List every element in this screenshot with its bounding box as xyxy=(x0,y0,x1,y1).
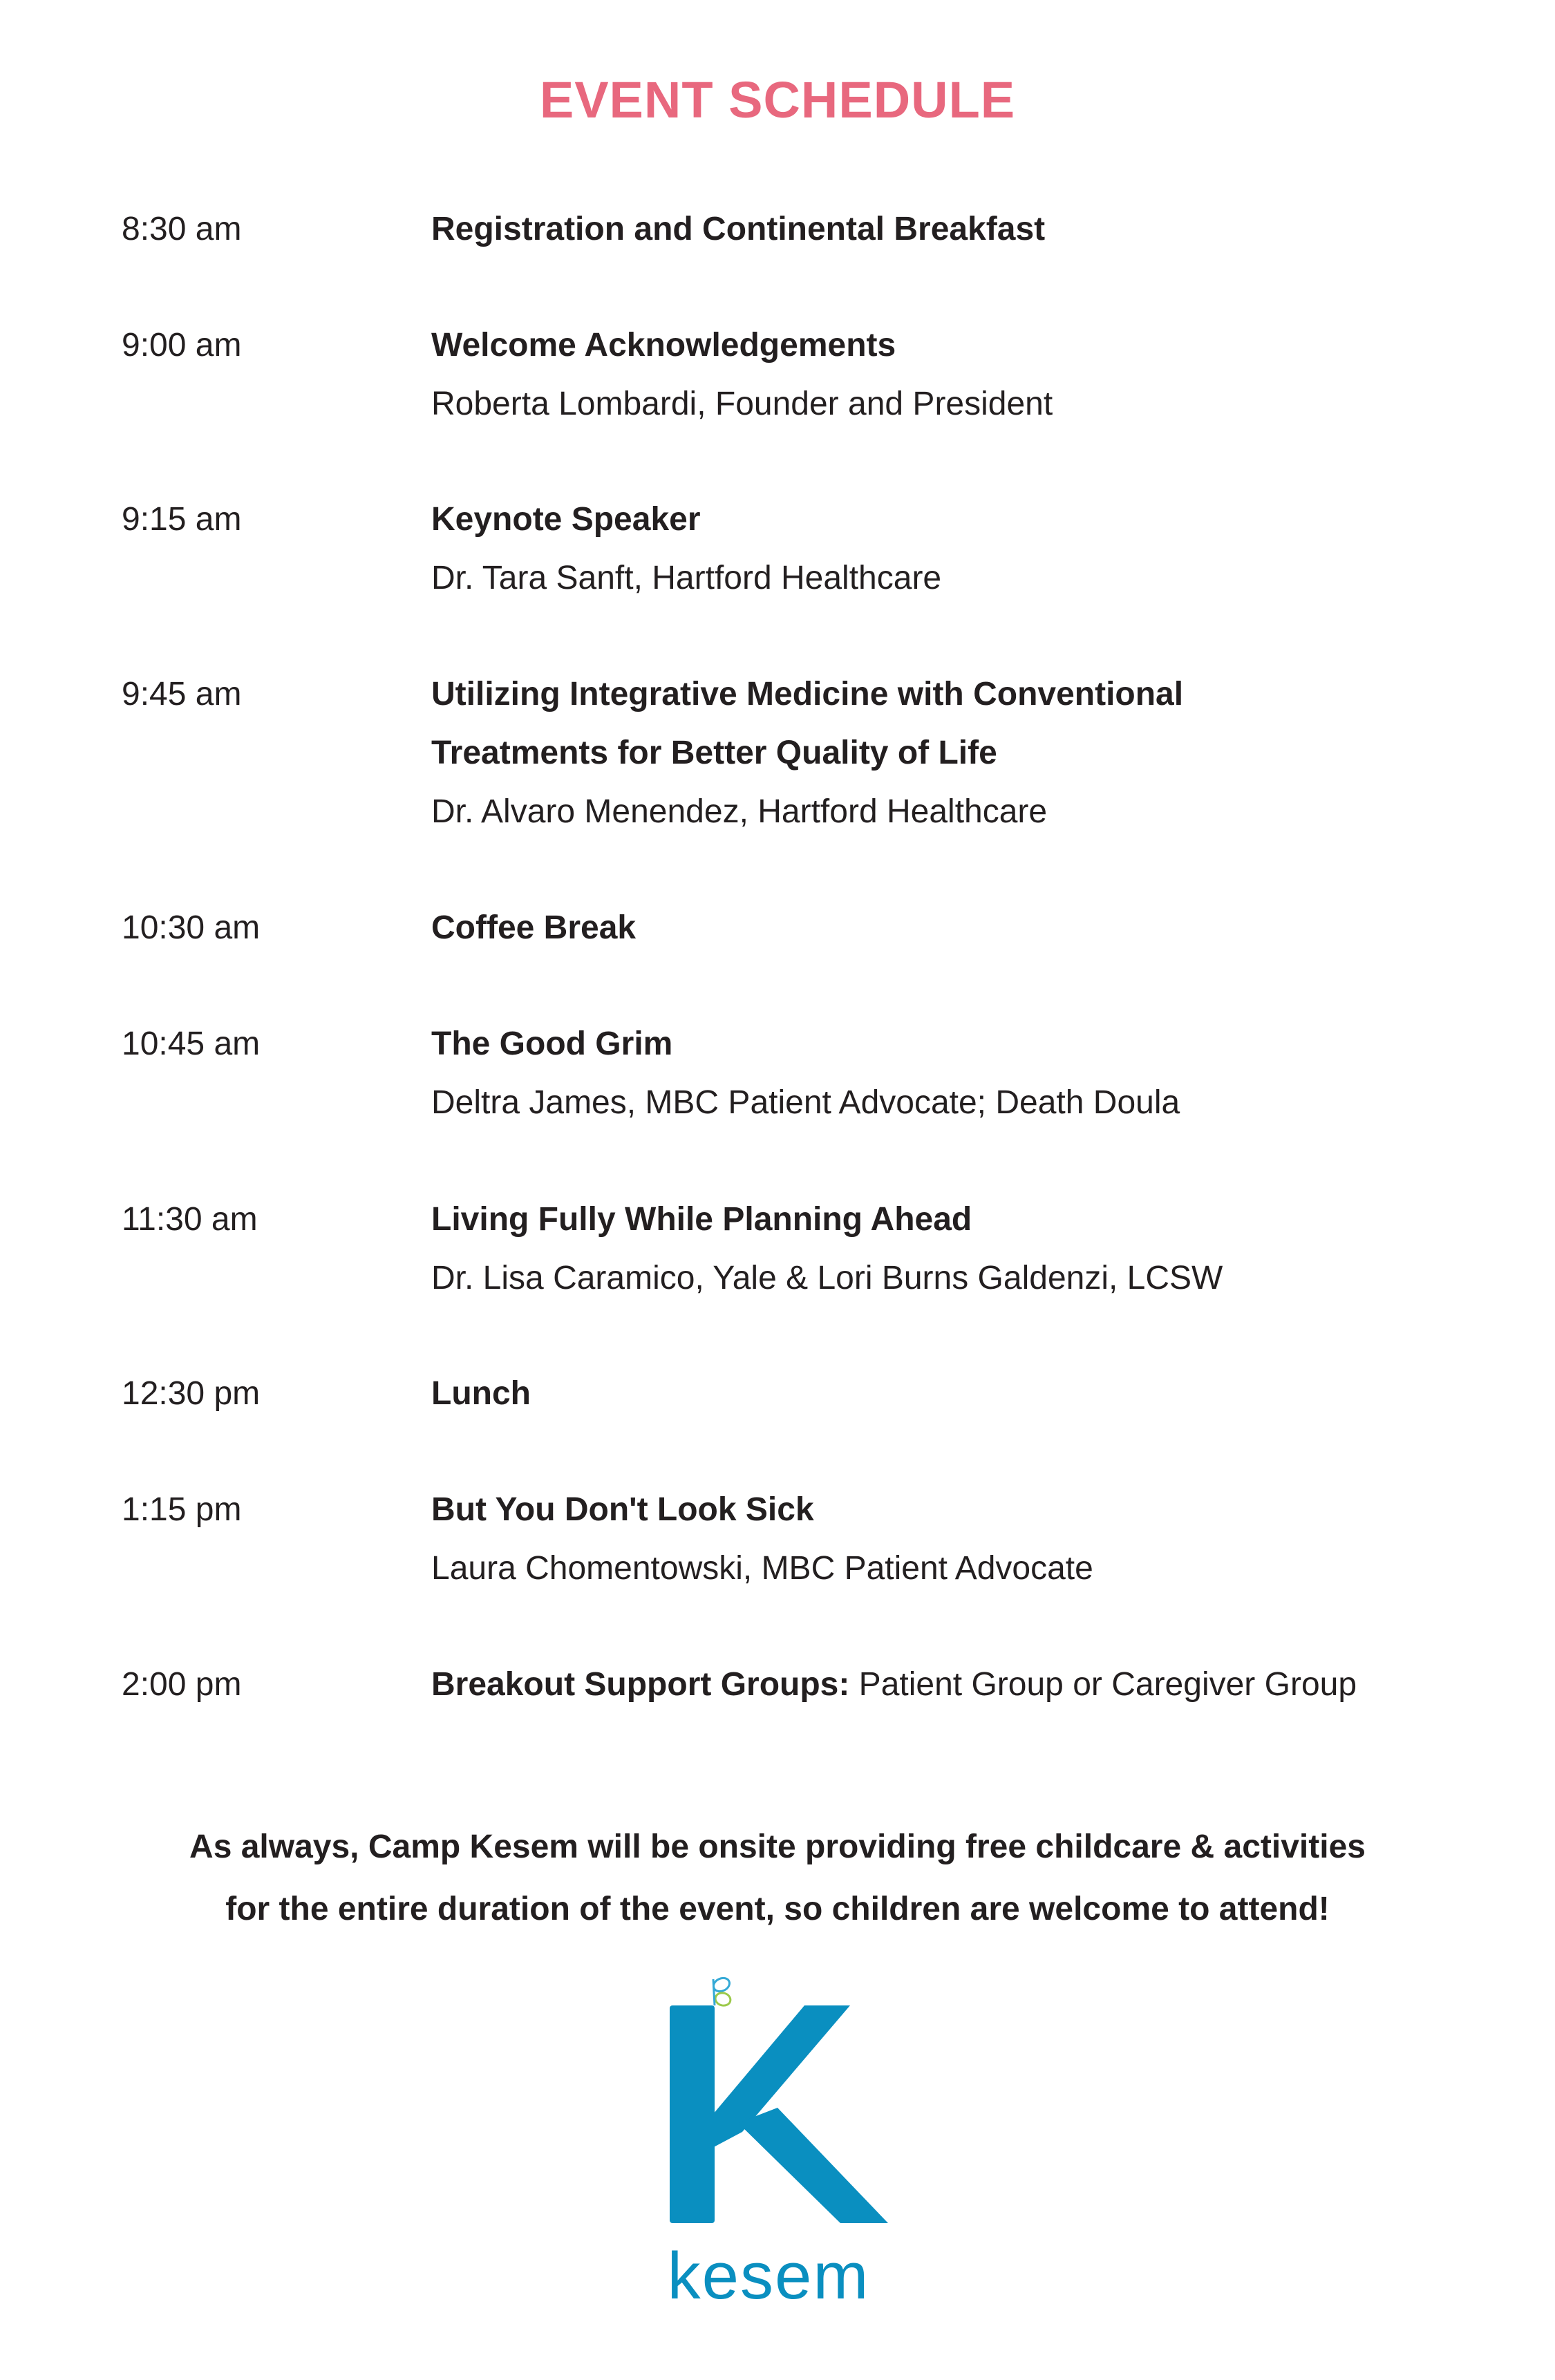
childcare-note-line: As always, Camp Kesem will be onsite providing free childcare & activities xyxy=(189,1829,1366,1865)
schedule-title: Keynote Speaker xyxy=(431,501,701,538)
schedule-speaker: Dr. Lisa Caramico, Yale & Lori Burns Galdenzi, LCSW xyxy=(431,1260,1223,1296)
childcare-note-line: for the entire duration of the event, so children are welcome to attend! xyxy=(225,1891,1330,1927)
schedule-time: 9:00 am xyxy=(122,327,242,363)
schedule-time: 10:45 am xyxy=(122,1026,261,1062)
schedule-title: Welcome Acknowledgements xyxy=(431,327,896,363)
kesem-logo xyxy=(657,1976,898,2308)
schedule-title-label: Breakout Support Groups: xyxy=(431,1666,850,1703)
page-title: EVENT SCHEDULE xyxy=(539,71,1016,129)
schedule-details xyxy=(431,1023,1509,1124)
butterfly-icon xyxy=(711,1976,732,2008)
schedule-title: But You Don't Look Sick xyxy=(431,1491,814,1528)
schedule-details xyxy=(431,499,1509,599)
schedule-details xyxy=(431,1664,1509,1706)
schedule-speaker: Dr. Alvaro Menendez, Hartford Healthcare xyxy=(431,793,1048,830)
schedule-title: Coffee Break xyxy=(431,909,637,946)
schedule-details xyxy=(431,325,1509,425)
schedule-time: 1:15 pm xyxy=(122,1491,242,1528)
schedule-details xyxy=(431,907,1509,949)
schedule-time: 12:30 pm xyxy=(122,1375,261,1412)
schedule-speaker: Roberta Lombardi, Founder and President xyxy=(431,386,1053,422)
schedule-time: 8:30 am xyxy=(122,211,242,247)
schedule-title: Lunch xyxy=(431,1375,531,1412)
schedule-title: Registration and Continental Breakfast xyxy=(431,211,1046,247)
schedule-title: Living Fully While Planning Ahead xyxy=(431,1201,972,1238)
schedule-title: Utilizing Integrative Medicine with Conventional xyxy=(431,676,1184,712)
schedule-speaker: Deltra James, MBC Patient Advocate; Death Doula xyxy=(431,1084,1180,1121)
schedule-time: 9:15 am xyxy=(122,501,242,538)
schedule-title: Treatments for Better Quality of Life xyxy=(431,735,997,771)
schedule-time: 9:45 am xyxy=(122,676,242,712)
schedule-details xyxy=(431,674,1509,833)
schedule-details xyxy=(431,1373,1509,1415)
schedule-details xyxy=(431,1489,1509,1589)
schedule-title xyxy=(431,1664,1509,1706)
kesem-wordmark: kesem xyxy=(667,2239,870,2308)
schedule-details xyxy=(431,209,1509,250)
childcare-note xyxy=(0,1816,1555,1940)
kesem-logo-mark xyxy=(657,1976,898,2308)
schedule-time: 10:30 am xyxy=(122,909,261,946)
k-letterform-icon xyxy=(670,2005,888,2223)
schedule-time: 2:00 pm xyxy=(122,1666,242,1703)
schedule-title: The Good Grim xyxy=(431,1026,673,1062)
schedule-title-detail: Patient Group or Caregiver Group xyxy=(849,1666,1357,1703)
schedule-time: 11:30 am xyxy=(122,1201,258,1238)
schedule-speaker: Dr. Tara Sanft, Hartford Healthcare xyxy=(431,560,942,596)
schedule-speaker: Laura Chomentowski, MBC Patient Advocate xyxy=(431,1550,1093,1587)
schedule-details xyxy=(431,1199,1509,1299)
